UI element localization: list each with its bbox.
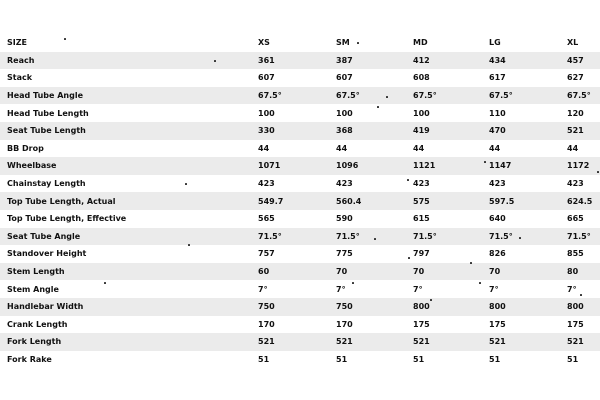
cell-label: Top Tube Length, Actual — [7, 196, 116, 206]
cell-sm: 750 — [336, 302, 353, 312]
cell-lg: 800 — [489, 302, 506, 312]
cell-label: Head Tube Angle — [7, 91, 84, 101]
cell-label: Handlebar Width — [7, 302, 84, 312]
cell-lg: 597.5 — [489, 196, 515, 206]
cell-xs: 607 — [258, 73, 275, 83]
speck — [185, 183, 187, 185]
cell-lg: 110 — [489, 108, 506, 118]
cell-md: 419 — [413, 126, 430, 136]
cell-md: 100 — [413, 108, 430, 118]
cell-xs: 757 — [258, 249, 275, 259]
cell-label: Crank Length — [7, 319, 68, 329]
cell-lg: 470 — [489, 126, 506, 136]
cell-md: 71.5° — [413, 231, 437, 241]
cell-xs: 423 — [258, 179, 275, 189]
cell-xs: 60 — [258, 267, 270, 277]
cell-sm: 775 — [336, 249, 353, 259]
cell-lg: 826 — [489, 249, 506, 259]
speck — [104, 282, 106, 284]
cell-xs: 750 — [258, 302, 275, 312]
cell-xs: 549.7 — [258, 196, 284, 206]
cell-md: 800 — [413, 302, 430, 312]
cell-sm: 368 — [336, 126, 353, 136]
cell-label: Standover Height — [7, 249, 87, 259]
cell-sm: 7° — [336, 284, 346, 294]
cell-sm: 100 — [336, 108, 353, 118]
cell-md: 797 — [413, 249, 430, 259]
speck — [479, 282, 481, 284]
cell-xl: 457 — [567, 55, 584, 65]
speck — [484, 161, 486, 163]
cell-md: 51 — [413, 354, 425, 364]
cell-lg: 44 — [489, 143, 501, 153]
table-row — [0, 298, 600, 316]
cell-xl: 521 — [567, 126, 584, 136]
cell-lg: 617 — [489, 73, 506, 83]
cell-xl: 627 — [567, 73, 584, 83]
table-row — [0, 175, 600, 193]
cell-xs: 565 — [258, 214, 275, 224]
cell-lg: 175 — [489, 319, 506, 329]
cell-xl: 80 — [567, 267, 579, 277]
cell-xs: 51 — [258, 354, 270, 364]
cell-sm: 51 — [336, 354, 348, 364]
table-row — [0, 210, 600, 228]
cell-xl: 120 — [567, 108, 584, 118]
cell-xl: 175 — [567, 319, 584, 329]
cell-xs: 170 — [258, 319, 275, 329]
cell-xs: 100 — [258, 108, 275, 118]
header-xs: XS — [258, 38, 270, 48]
cell-label: Wheelbase — [7, 161, 57, 171]
header-lg: LG — [489, 38, 501, 48]
cell-md: 608 — [413, 73, 430, 83]
speck — [214, 60, 216, 62]
cell-md: 521 — [413, 337, 430, 347]
table-row — [0, 263, 600, 281]
table-row — [0, 228, 600, 246]
cell-sm: 387 — [336, 55, 353, 65]
cell-lg: 1147 — [489, 161, 512, 171]
table-row — [0, 333, 600, 351]
cell-xl: 624.5 — [567, 196, 593, 206]
cell-lg: 7° — [489, 284, 499, 294]
cell-xs: 361 — [258, 55, 275, 65]
speck — [357, 42, 359, 44]
speck — [408, 257, 410, 259]
cell-sm: 590 — [336, 214, 353, 224]
cell-lg: 70 — [489, 267, 501, 277]
cell-md: 70 — [413, 267, 425, 277]
cell-sm: 67.5° — [336, 91, 360, 101]
cell-label: Fork Rake — [7, 354, 52, 364]
cell-md: 575 — [413, 196, 430, 206]
cell-xl: 67.5° — [567, 91, 591, 101]
cell-sm: 70 — [336, 267, 348, 277]
speck — [352, 282, 354, 284]
header-xl: XL — [567, 38, 579, 48]
cell-label: Head Tube Length — [7, 108, 89, 118]
cell-label: Stack — [7, 73, 33, 83]
speck — [407, 179, 409, 181]
header-md: MD — [413, 38, 428, 48]
cell-sm: 423 — [336, 179, 353, 189]
speck — [374, 238, 376, 240]
table-row — [0, 157, 600, 175]
table-row — [0, 192, 600, 210]
table-row — [0, 87, 600, 105]
table-row — [0, 122, 600, 140]
cell-sm: 44 — [336, 143, 348, 153]
cell-lg: 434 — [489, 55, 506, 65]
cell-label: Chainstay Length — [7, 179, 86, 189]
cell-label: Seat Tube Length — [7, 126, 86, 136]
cell-sm: 521 — [336, 337, 353, 347]
table-body — [0, 52, 600, 369]
cell-xl: 1172 — [567, 161, 590, 171]
cell-label: Reach — [7, 55, 35, 65]
speck — [64, 38, 66, 40]
table-row — [0, 316, 600, 334]
cell-xs: 67.5° — [258, 91, 282, 101]
speck — [430, 299, 432, 301]
cell-xs: 71.5° — [258, 231, 282, 241]
table-header-row — [0, 34, 600, 52]
cell-sm: 1096 — [336, 161, 359, 171]
speck — [470, 262, 472, 264]
cell-xs: 7° — [258, 284, 268, 294]
table-row — [0, 280, 600, 298]
cell-md: 615 — [413, 214, 430, 224]
cell-label: Top Tube Length, Effective — [7, 214, 127, 224]
cell-md: 7° — [413, 284, 423, 294]
cell-md: 423 — [413, 179, 430, 189]
cell-label: Seat Tube Angle — [7, 231, 81, 241]
cell-lg: 71.5° — [489, 231, 513, 241]
cell-lg: 51 — [489, 354, 501, 364]
cell-label: Stem Angle — [7, 284, 59, 294]
cell-xl: 521 — [567, 337, 584, 347]
cell-label: Fork Length — [7, 337, 62, 347]
cell-md: 1121 — [413, 161, 436, 171]
cell-md: 412 — [413, 55, 430, 65]
cell-sm: 170 — [336, 319, 353, 329]
speck — [597, 171, 599, 173]
cell-md: 44 — [413, 143, 425, 153]
cell-xs: 1071 — [258, 161, 281, 171]
cell-label: BB Drop — [7, 143, 44, 153]
table-row — [0, 351, 600, 369]
speck — [188, 244, 190, 246]
cell-md: 67.5° — [413, 91, 437, 101]
cell-xl: 7° — [567, 284, 577, 294]
cell-xl: 665 — [567, 214, 584, 224]
geometry-table — [0, 34, 600, 368]
header-size: SIZE — [7, 38, 28, 48]
cell-sm: 607 — [336, 73, 353, 83]
cell-xl: 71.5° — [567, 231, 591, 241]
cell-xl: 800 — [567, 302, 584, 312]
cell-md: 175 — [413, 319, 430, 329]
cell-sm: 560.4 — [336, 196, 362, 206]
cell-xs: 44 — [258, 143, 270, 153]
table-row — [0, 104, 600, 122]
cell-label: Stem Length — [7, 267, 65, 277]
speck — [580, 294, 582, 296]
cell-xl: 44 — [567, 143, 579, 153]
speck — [519, 237, 521, 239]
cell-xl: 51 — [567, 354, 579, 364]
cell-sm: 71.5° — [336, 231, 360, 241]
header-sm: SM — [336, 38, 350, 48]
cell-xl: 423 — [567, 179, 584, 189]
cell-lg: 640 — [489, 214, 506, 224]
speck — [386, 96, 388, 98]
cell-lg: 423 — [489, 179, 506, 189]
cell-xs: 330 — [258, 126, 275, 136]
speck — [377, 106, 379, 108]
table-row — [0, 140, 600, 158]
cell-xl: 855 — [567, 249, 584, 259]
cell-lg: 67.5° — [489, 91, 513, 101]
table-row — [0, 245, 600, 263]
cell-xs: 521 — [258, 337, 275, 347]
cell-lg: 521 — [489, 337, 506, 347]
table-row — [0, 52, 600, 70]
table-row — [0, 69, 600, 87]
